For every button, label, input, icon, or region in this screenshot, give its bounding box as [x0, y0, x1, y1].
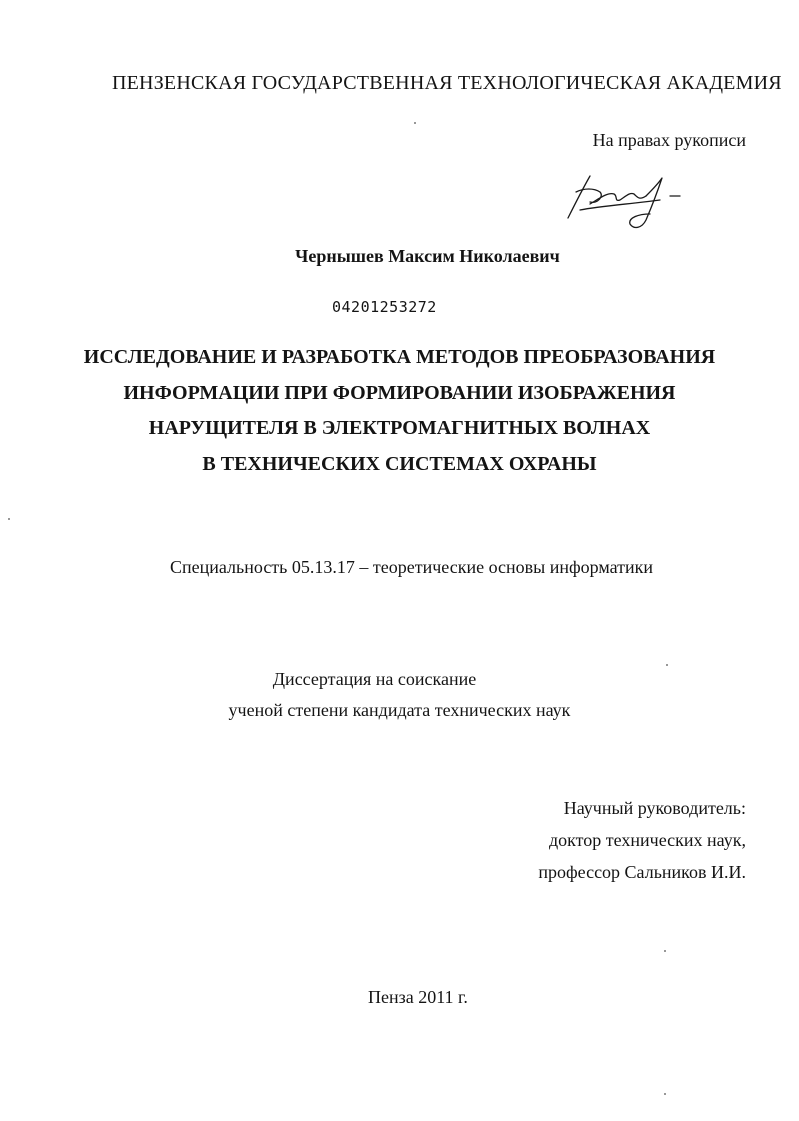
- handwritten-signature: [560, 170, 700, 232]
- scan-speck: [664, 1093, 666, 1095]
- title-line: ИНФОРМАЦИИ ПРИ ФОРМИРОВАНИИ ИЗОБРАЖЕНИЯ: [123, 381, 676, 404]
- city-year: Пенза 2011 г.: [368, 987, 468, 1007]
- author-name: Чернышев Максим Николаевич: [295, 246, 560, 266]
- scan-speck: [664, 950, 666, 952]
- specialty: Специальность 05.13.17 – теоретические основы информатики: [170, 557, 654, 577]
- dissertation-line: ученой степени кандидата технических наук: [228, 700, 571, 720]
- dissertation-statement: [0, 664, 799, 726]
- dissertation-title: [0, 340, 799, 482]
- advisor-line: профессор Сальников И.И.: [538, 862, 746, 882]
- title-line: ИССЛЕДОВАНИЕ И РАЗРАБОТКА МЕТОДОВ ПРЕОБРАЗОВАНИЯ: [83, 346, 716, 368]
- scan-speck: [414, 122, 416, 124]
- advisor-line: доктор технических наук,: [549, 830, 746, 850]
- scan-speck: [666, 664, 668, 666]
- scientific-advisor: [538, 792, 746, 888]
- institution-name: ПЕНЗЕНСКАЯ ГОСУДАРСТВЕННАЯ ТЕХНОЛОГИЧЕСКАЯ АКАДЕМИЯ: [112, 72, 782, 94]
- scan-speck: [8, 518, 10, 520]
- dissertation-line: Диссертация на соискание: [272, 669, 477, 689]
- advisor-line: Научный руководитель:: [563, 798, 746, 818]
- rights-note: На правах рукописи: [592, 130, 746, 150]
- title-line: В ТЕХНИЧЕСКИХ СИСТЕМАХ ОХРАНЫ: [202, 452, 597, 475]
- title-line: НАРУЩИТЕЛЯ В ЭЛЕКТРОМАГНИТНЫХ ВОЛНАХ: [148, 417, 651, 439]
- document-code: 04201253272: [332, 298, 437, 316]
